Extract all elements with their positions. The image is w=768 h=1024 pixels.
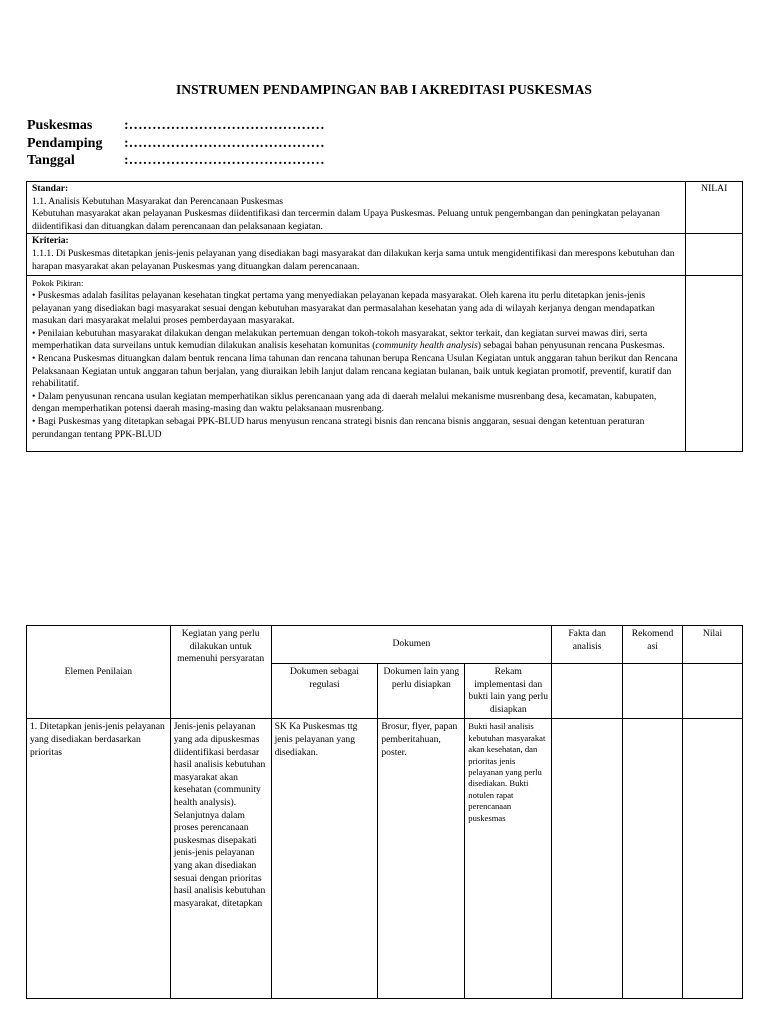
header-kegiatan: Kegiatan yang perlu dilakukan untuk memenuhi persyaratan xyxy=(170,626,271,719)
pokok-p2 xyxy=(32,328,682,353)
meta-row-puskesmas xyxy=(27,117,325,135)
meta-label: Pendamping xyxy=(27,135,103,151)
row1-fakta xyxy=(552,719,623,999)
header-fakta-sub xyxy=(552,664,623,719)
row1-regulasi: SK Ka Puskesmas ttg jenis pelayanan yang disediakan. xyxy=(271,719,378,999)
header-rekomendasi-sub xyxy=(623,664,683,719)
row1-elemen: 1. Ditetapkan jenis-jenis pelayanan yang disediakan berdasarkan prioritas xyxy=(27,719,171,999)
header-elemen: Elemen Penilaian xyxy=(27,626,171,719)
pokok-cell xyxy=(27,276,686,452)
standar-table xyxy=(26,181,743,452)
pokok-row xyxy=(27,276,743,452)
pokok-p5: • Bagi Puskesmas yang ditetapkan sebagai PPK-BLUD harus menyusun rencana strategi bisnis dan rencana bisnis anggaran, sesuai dengan ketentuan peraturan perundangan tentang PPK-BLUD xyxy=(32,415,645,440)
header-nilai: Nilai xyxy=(683,626,743,664)
meta-label: Puskesmas xyxy=(27,118,93,133)
header-row-1 xyxy=(27,626,743,664)
document-title: INSTRUMEN PENDAMPINGAN BAB I AKREDITASI PUSKESMAS xyxy=(175,82,593,97)
header-rekomendasi: Rekomend asi xyxy=(623,626,683,664)
table-row xyxy=(27,719,743,999)
meta-value: :…………………………………… xyxy=(124,153,325,168)
kriteria-row xyxy=(27,234,743,276)
kriteria-text: 1.1.1. Di Puskesmas ditetapkan jenis-jenis pelayanan yang disediakan bagi masyarakat dan dilakukan kerja sama untuk mengidentifikasi dan merespons kebutuhan dan harapan masyarakat akan pelayanan Puskesmas yang dituangkan dalam perencanaan. xyxy=(32,247,675,272)
header-dokumen: Dokumen xyxy=(271,626,552,664)
row1-rekam: Bukti hasil analisis kebutuhan masyarakat akan kesehatan, dan prioritas jenis pelayanan yang perlu disediakan. Bukti notulen rapat perencanaan puskesmas xyxy=(465,719,552,999)
standar-code: 1.1. Analisis Kebutuhan Masyarakat dan Perencanaan Puskesmas xyxy=(32,195,283,207)
pokok-p2-b: ) sebagai bahan penyusunan rencana Puskesmas. xyxy=(477,340,665,352)
standar-row xyxy=(27,182,743,234)
pokok-nilai xyxy=(686,276,743,452)
header-rekam: Rekam implementasi dan bukti lain yang perlu disiapkan xyxy=(465,664,552,719)
pokok-p2-a: • Penilaian kebutuhan masyarakat dilakukan dengan melakukan pertemuan dengan tokoh-tokoh masyarakat, sektor terkait, dan kegiatan survei mawas diri, serta memperhatikan data surveilans untuk kemudian dilakukan analisis kesehatan komunitas ( xyxy=(32,327,648,352)
row1-dok-lain: Brosur, flyer, papan pemberitahuan, poster. xyxy=(378,719,465,999)
elemen-table xyxy=(26,625,743,999)
meta-row-tanggal xyxy=(27,152,325,170)
header-nilai-sub xyxy=(683,664,743,719)
standar-cell xyxy=(27,182,686,234)
nilai-header: NILAI xyxy=(686,182,743,234)
header-dok-regulasi: Dokumen sebagai regulasi xyxy=(271,664,378,719)
row1-nilai xyxy=(683,719,743,999)
row1-kegiatan: Jenis-jenis pelayanan yang ada dipuskesmas diidentifikasi berdasar hasil analisis kebutuhan masyarakat akan kesehatan (community health analysis). Selanjutnya dalam proses perencanaan puskesmas disepakati jenis-jenis pelayanan yang akan disediakan sesuai dengan prioritas hasil analisis kebutuhan masyarakat, ditetapkan xyxy=(170,719,271,999)
meta-row-pendamping xyxy=(27,135,325,153)
kriteria-cell xyxy=(27,234,686,276)
meta-label: Tanggal xyxy=(27,153,75,168)
pokok-p2-italic: community health analysis xyxy=(375,340,478,352)
pokok-p1: • Puskesmas adalah fasilitas pelayanan kesehatan tingkat pertama yang menyediakan pelayanan kepada masyarakat. Oleh karena itu perlu ditetapkan jenis-jenis pelayanan yang disediakan bagi masyarakat sesuai dengan kebutuhan masyarakat dan permasalahan kesehatan yang ada di wilayah kerjanya dengan mendapatkan masukan dari masyarakat melalui proses pemberdayaan masyarakat. xyxy=(32,289,655,327)
meta-value: :…………………………………… xyxy=(124,118,325,133)
meta-block xyxy=(27,117,325,170)
pokok-heading: Pokok Pikiran: xyxy=(32,278,84,289)
header-fakta: Fakta dan analisis xyxy=(552,626,623,664)
meta-value: :…………………………………… xyxy=(124,135,325,151)
row1-rekomendasi xyxy=(623,719,683,999)
kriteria-nilai xyxy=(686,234,743,276)
standar-text: Kebutuhan masyarakat akan pelayanan Puskesmas diidentifikasi dan tercermin dalam Upaya Puskesmas. Peluang untuk pengembangan dan peningkatan pelayanan diidentifikasi dan dituangkan dalam perencanaan dan pelaksanaan kegiatan. xyxy=(32,208,660,232)
standar-heading: Standar: xyxy=(32,183,69,194)
kriteria-heading: Kriteria: xyxy=(32,235,69,247)
header-dok-lain: Dokumen lain yang perlu disiapkan xyxy=(378,664,465,719)
pokok-p3: • Rencana Puskesmas dituangkan dalam bentuk rencana lima tahunan dan rencana tahunan berupa Rencana Usulan Kegiatan untuk anggaran tahun berikut dan Rencana Pelaksanaan Kegiatan untuk anggaran tahun berjalan, yang diuraikan lebih lanjut dalam rencana kegiatan bulanan, baik untuk kegiatan promotif, preventif, kuratif dan rehabilitatif. xyxy=(32,352,678,390)
pokok-p4: • Dalam penyusunan rencana usulan kegiatan memperhatikan siklus perencanaan yang ada di daerah melalui mekanisme musrenbang desa, kecamatan, kabupaten, dengan memperhatikan potensi daerah masing-masing dan waktu pelaksanaan musrenbang. xyxy=(32,390,657,415)
